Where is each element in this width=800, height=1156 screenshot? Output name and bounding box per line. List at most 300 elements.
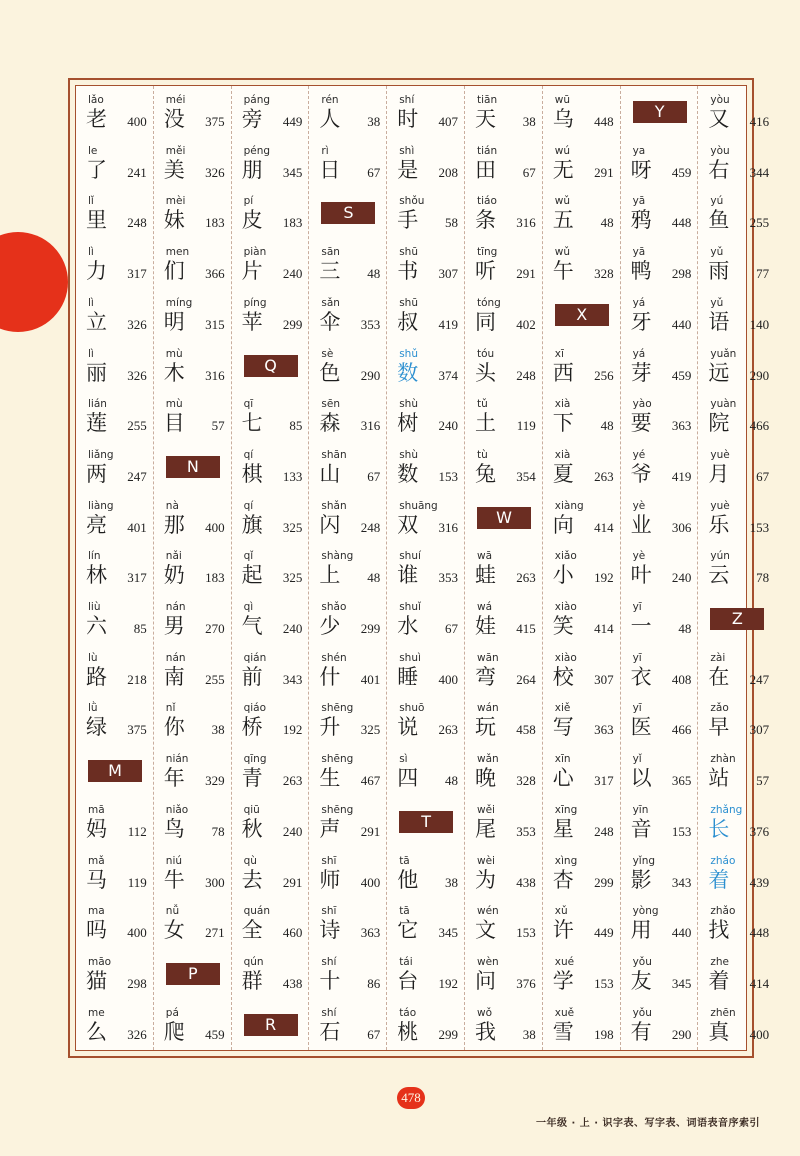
index-entry	[621, 390, 698, 441]
entry-pinyin: wú	[554, 144, 571, 157]
entry-hanzi: 又	[708, 107, 730, 131]
entry-pinyin: qiū	[243, 803, 260, 816]
entry-hanzi: 起	[241, 563, 263, 588]
entry-page-ref: 438	[282, 975, 303, 991]
entry-hanzi: 真	[708, 1019, 730, 1044]
entry-hanzi: 两	[86, 461, 107, 486]
entry-pinyin: wá	[476, 601, 493, 613]
entry-pinyin: lì	[88, 347, 94, 360]
index-entry	[154, 847, 231, 898]
index-entry	[154, 999, 231, 1050]
entry-pinyin: lǐ	[88, 195, 94, 208]
entry-pinyin: shū	[399, 246, 418, 259]
entry-pinyin: shù	[399, 448, 418, 461]
entry-hanzi: 衣	[630, 664, 652, 689]
index-entry	[543, 390, 620, 441]
entry-page-ref: 458	[516, 722, 536, 738]
entry-pinyin: zhàn	[710, 753, 736, 766]
index-entry	[154, 86, 231, 137]
entry-hanzi: 妹	[163, 208, 185, 233]
index-entry	[465, 340, 542, 391]
entry-page-ref: 449	[282, 114, 303, 129]
entry-pinyin: qián	[243, 651, 267, 664]
entry-hanzi: 双	[397, 512, 419, 537]
entry-page-ref: 466	[749, 418, 770, 434]
entry-pinyin: wā	[476, 550, 493, 563]
entry-page-ref: 255	[205, 671, 225, 687]
index-entry	[309, 745, 386, 796]
entry-pinyin: lì	[88, 296, 94, 309]
entry-pinyin: yòu	[710, 94, 730, 106]
index-entry	[698, 238, 775, 289]
index-entry	[621, 542, 698, 593]
entry-hanzi: 业	[630, 512, 652, 537]
index-entry	[465, 593, 542, 644]
entry-pinyin: měi	[165, 144, 186, 157]
entry-hanzi: 伞	[319, 309, 341, 334]
entry-hanzi: 爷	[630, 461, 652, 486]
index-entry	[232, 593, 309, 644]
index-entry	[698, 796, 775, 847]
entry-hanzi: 台	[397, 968, 419, 993]
entry-pinyin: sè	[321, 347, 334, 360]
entry-pinyin: yú	[710, 195, 724, 208]
index-entry	[698, 644, 775, 695]
entry-hanzi: 睡	[397, 664, 419, 689]
entry-pinyin: rì	[321, 144, 329, 157]
entry-hanzi: 诗	[319, 918, 341, 943]
index-column	[231, 86, 309, 1050]
index-entry	[76, 86, 153, 137]
index-entry	[76, 796, 153, 847]
entry-hanzi: 着	[708, 968, 730, 993]
entry-page-ref: 57	[211, 418, 225, 434]
entry-pinyin: zháo	[710, 854, 736, 867]
entry-page-ref: 414	[594, 621, 614, 636]
index-entry	[698, 492, 775, 543]
entry-page-ref: 77	[756, 266, 770, 282]
entry-pinyin: yī	[632, 601, 642, 613]
entry-page-ref: 402	[516, 316, 536, 332]
entry-hanzi: 上	[319, 563, 341, 588]
entry-page-ref: 67	[444, 621, 458, 636]
index-entry	[232, 137, 309, 188]
entry-page-ref: 290	[671, 1026, 692, 1042]
index-entry	[232, 492, 309, 543]
index-column	[153, 86, 231, 1050]
entry-hanzi: 闪	[319, 512, 341, 537]
entry-pinyin: wǔ	[554, 246, 571, 259]
index-entry	[76, 441, 153, 492]
entry-hanzi: 玩	[474, 715, 496, 740]
entry-hanzi: 四	[397, 766, 419, 791]
index-entry	[543, 137, 620, 188]
entry-hanzi: 秋	[241, 816, 263, 841]
entry-page-ref: 153	[516, 925, 536, 941]
index-entry	[465, 644, 542, 695]
entry-page-ref: 326	[127, 367, 147, 383]
entry-page-ref: 307	[438, 266, 458, 282]
entry-page-ref: 48	[600, 418, 614, 434]
entry-pinyin: zhǎng	[710, 803, 743, 816]
index-entry	[621, 897, 698, 948]
entry-pinyin: sǎn	[321, 296, 340, 309]
entry-page-ref: 376	[516, 975, 536, 991]
index-entry	[232, 187, 309, 238]
entry-pinyin: nǎi	[165, 550, 182, 563]
index-entry	[76, 340, 153, 391]
entry-page-ref: 240	[671, 570, 692, 586]
entry-pinyin: xiào	[554, 601, 577, 613]
entry-hanzi: 什	[319, 664, 341, 689]
entry-hanzi: 心	[552, 766, 574, 791]
entry-hanzi: 吗	[86, 918, 107, 943]
index-entry	[309, 137, 386, 188]
entry-page-ref: 133	[282, 468, 303, 484]
entry-hanzi: 西	[552, 360, 574, 385]
index-entry	[465, 542, 542, 593]
index-entry	[154, 289, 231, 340]
entry-page-ref: 67	[367, 1026, 381, 1042]
entry-hanzi: 少	[319, 614, 341, 638]
entry-hanzi: 里	[86, 208, 107, 233]
entry-page-ref: 353	[360, 316, 381, 332]
index-entry	[232, 796, 309, 847]
entry-hanzi: 写	[552, 715, 574, 740]
entry-page-ref: 416	[749, 114, 770, 129]
entry-page-ref: 48	[367, 266, 381, 282]
entry-page-ref: 343	[282, 671, 303, 687]
entry-hanzi: 蛙	[474, 563, 496, 588]
entry-page-ref: 325	[282, 570, 303, 586]
index-entry	[465, 796, 542, 847]
entry-page-ref: 353	[438, 570, 458, 586]
index-column	[542, 86, 620, 1050]
entry-hanzi: 在	[708, 664, 730, 689]
entry-hanzi: 木	[163, 360, 185, 385]
entry-pinyin: páng	[243, 94, 271, 106]
entry-page-ref: 112	[127, 823, 147, 839]
entry-hanzi: 鸭	[630, 259, 652, 284]
entry-page-ref: 192	[594, 570, 614, 586]
entry-pinyin: lù	[88, 651, 98, 664]
entry-page-ref: 263	[438, 722, 458, 738]
entry-pinyin: xiǎo	[554, 550, 577, 563]
entry-pinyin: shuō	[399, 702, 425, 715]
entry-hanzi: 书	[397, 259, 419, 284]
entry-page-ref: 299	[438, 1026, 458, 1042]
entry-page-ref: 291	[360, 823, 381, 839]
index-column	[697, 86, 775, 1050]
entry-page-ref: 241	[127, 164, 147, 180]
index-entry	[154, 542, 231, 593]
entry-hanzi: 为	[474, 867, 496, 892]
index-entry	[76, 289, 153, 340]
index-entry	[232, 745, 309, 796]
entry-pinyin: shǔ	[399, 347, 418, 360]
entry-pinyin: yuè	[710, 499, 730, 512]
index-entry	[698, 187, 775, 238]
entry-page-ref: 400	[205, 519, 225, 535]
entry-pinyin: yā	[632, 195, 646, 208]
index-entry	[621, 694, 698, 745]
entry-hanzi: 找	[708, 918, 730, 943]
index-entry	[76, 593, 153, 644]
index-entry	[621, 847, 698, 898]
entry-page-ref: 363	[360, 925, 381, 941]
entry-pinyin: yǒu	[632, 1006, 652, 1019]
index-entry	[387, 694, 464, 745]
entry-page-ref: 325	[282, 519, 303, 535]
entry-page-ref: 153	[671, 823, 692, 839]
index-entry	[76, 492, 153, 543]
entry-pinyin: tīng	[476, 246, 498, 259]
entry-hanzi: 小	[552, 563, 574, 588]
index-entry	[698, 340, 775, 391]
entry-hanzi: 升	[319, 715, 341, 740]
index-entry	[387, 390, 464, 441]
entry-page-ref: 58	[444, 215, 458, 231]
entry-pinyin: wán	[476, 702, 499, 715]
index-entry	[232, 948, 309, 999]
entry-page-ref: 419	[438, 316, 458, 332]
entry-hanzi: 数	[397, 461, 419, 486]
entry-pinyin: mā	[88, 803, 105, 816]
entry-pinyin: qì	[243, 601, 254, 613]
entry-pinyin: yǔ	[710, 296, 724, 309]
entry-hanzi: 亮	[86, 512, 107, 537]
letter-section-header	[309, 187, 386, 238]
entry-hanzi: 兔	[474, 461, 496, 486]
entry-hanzi: 它	[397, 918, 419, 943]
entry-page-ref: 48	[367, 570, 381, 586]
entry-page-ref: 86	[367, 975, 381, 991]
entry-page-ref: 328	[516, 773, 536, 789]
entry-hanzi: 说	[397, 715, 419, 740]
entry-pinyin: nán	[165, 601, 186, 613]
entry-pinyin: yǔ	[710, 246, 724, 259]
entry-hanzi: 田	[474, 157, 496, 182]
entry-page-ref: 192	[282, 722, 303, 738]
index-entry	[543, 441, 620, 492]
entry-pinyin: le	[88, 144, 98, 157]
entry-pinyin: piàn	[243, 246, 267, 259]
entry-pinyin: lǎo	[88, 94, 104, 106]
entry-pinyin: tóu	[476, 347, 495, 360]
entry-pinyin: wěi	[476, 803, 495, 816]
letter-section-header	[465, 492, 542, 543]
entry-page-ref: 271	[205, 925, 225, 941]
entry-pinyin: shì	[399, 144, 415, 157]
entry-page-ref: 414	[594, 519, 614, 535]
entry-page-ref: 183	[205, 215, 225, 231]
entry-hanzi: 他	[397, 867, 419, 892]
index-entry	[621, 187, 698, 238]
entry-pinyin: qiáo	[243, 702, 267, 715]
entry-hanzi: 娃	[474, 614, 496, 638]
entry-pinyin: shī	[321, 854, 337, 867]
entry-page-ref: 240	[282, 621, 303, 636]
entry-pinyin: xuě	[554, 1006, 575, 1019]
entry-page-ref: 48	[444, 773, 458, 789]
index-entry	[154, 796, 231, 847]
index-entry	[698, 847, 775, 898]
entry-hanzi: 色	[319, 360, 341, 385]
entry-hanzi: 语	[708, 309, 730, 334]
entry-pinyin: shǒu	[399, 195, 425, 208]
entry-page-ref: 317	[127, 570, 147, 586]
entry-hanzi: 目	[163, 411, 185, 436]
index-entry	[543, 492, 620, 543]
entry-page-ref: 345	[282, 164, 303, 180]
entry-page-ref: 400	[438, 671, 458, 687]
entry-pinyin: yè	[632, 550, 646, 563]
entry-hanzi: 莲	[86, 411, 107, 436]
entry-hanzi: 五	[552, 208, 574, 233]
entry-pinyin: ya	[632, 144, 646, 157]
entry-page-ref: 343	[671, 874, 692, 890]
index-entry	[543, 340, 620, 391]
index-entry	[232, 542, 309, 593]
index-entry	[232, 289, 309, 340]
entry-pinyin: shí	[399, 94, 415, 106]
index-column	[620, 86, 698, 1050]
entry-hanzi: 石	[319, 1019, 341, 1044]
entry-pinyin: shàng	[321, 550, 354, 563]
entry-page-ref: 307	[594, 671, 614, 687]
index-entry	[621, 340, 698, 391]
entry-page-ref: 67	[367, 164, 381, 180]
index-entry	[543, 847, 620, 898]
entry-hanzi: 早	[708, 715, 730, 740]
entry-page-ref: 400	[127, 114, 147, 129]
entry-hanzi: 气	[241, 614, 263, 638]
entry-page-ref: 345	[438, 925, 458, 941]
entry-hanzi: 男	[163, 614, 185, 638]
entry-page-ref: 315	[205, 316, 225, 332]
entry-page-ref: 344	[749, 164, 770, 180]
entry-page-ref: 85	[133, 621, 147, 636]
entry-pinyin: nà	[165, 499, 179, 512]
entry-hanzi: 许	[552, 918, 574, 943]
index-entry	[543, 542, 620, 593]
entry-hanzi: 山	[319, 461, 341, 486]
entry-hanzi: 我	[474, 1019, 496, 1044]
entry-page-ref: 328	[594, 266, 614, 282]
entry-hanzi: 笑	[552, 614, 574, 638]
entry-page-ref: 419	[671, 468, 692, 484]
entry-pinyin: méi	[165, 94, 186, 106]
index-entry	[387, 289, 464, 340]
entry-page-ref: 448	[594, 114, 614, 129]
entry-hanzi: 午	[552, 259, 574, 284]
entry-pinyin: xìng	[554, 854, 578, 867]
entry-page-ref: 375	[205, 114, 225, 129]
index-entry	[154, 593, 231, 644]
entry-page-ref: 459	[671, 367, 692, 383]
entry-pinyin: yīn	[632, 803, 649, 816]
entry-page-ref: 466	[671, 722, 692, 738]
index-entry	[154, 745, 231, 796]
letter-section-header	[154, 948, 231, 999]
entry-pinyin: nǚ	[165, 905, 180, 918]
page-number-badge: 478	[397, 1087, 425, 1109]
index-entry	[387, 999, 464, 1050]
entry-pinyin: yuè	[710, 448, 730, 461]
entry-hanzi: 谁	[397, 563, 419, 588]
section-letter: T	[399, 811, 453, 833]
entry-pinyin: xiào	[554, 651, 577, 664]
index-entry	[309, 86, 386, 137]
entry-page-ref: 407	[438, 114, 458, 129]
entry-pinyin: zǎo	[710, 702, 729, 715]
entry-hanzi: 女	[163, 918, 185, 943]
entry-hanzi: 以	[630, 766, 652, 791]
entry-hanzi: 一	[630, 614, 652, 638]
index-entry	[387, 441, 464, 492]
entry-pinyin: yuǎn	[710, 347, 737, 360]
entry-page-ref: 414	[749, 975, 770, 991]
entry-page-ref: 345	[671, 975, 692, 991]
index-entry	[154, 187, 231, 238]
index-entry	[465, 187, 542, 238]
index-entry	[76, 847, 153, 898]
entry-page-ref: 291	[282, 874, 303, 890]
entry-page-ref: 67	[367, 468, 381, 484]
entry-page-ref: 329	[205, 773, 225, 789]
entry-page-ref: 248	[594, 823, 614, 839]
index-entry	[698, 441, 775, 492]
entry-pinyin: shén	[321, 651, 347, 664]
entry-hanzi: 朋	[241, 157, 263, 182]
entry-page-ref: 316	[205, 367, 225, 383]
entry-hanzi: 水	[397, 614, 419, 638]
entry-pinyin: mù	[165, 347, 183, 360]
entry-pinyin: xī	[554, 347, 564, 360]
entry-hanzi: 七	[241, 411, 263, 436]
entry-page-ref: 374	[438, 367, 458, 383]
entry-page-ref: 247	[749, 671, 770, 687]
entry-pinyin: niǎo	[165, 803, 189, 816]
entry-pinyin: lián	[88, 398, 107, 411]
entry-pinyin: yī	[632, 702, 642, 715]
entry-hanzi: 时	[397, 107, 419, 131]
entry-hanzi: 旗	[241, 512, 263, 537]
entry-pinyin: lín	[88, 550, 101, 563]
entry-hanzi: 三	[319, 259, 341, 284]
entry-page-ref: 255	[127, 418, 147, 434]
index-entry	[621, 999, 698, 1050]
entry-page-ref: 153	[438, 468, 458, 484]
entry-hanzi: 片	[241, 259, 263, 284]
page-footer: 一年级 · 上 · 识字表、写字表、词语表音序索引	[535, 1118, 760, 1129]
index-entry	[154, 492, 231, 543]
entry-hanzi: 美	[163, 157, 185, 182]
index-entry	[621, 948, 698, 999]
index-entry	[543, 238, 620, 289]
entry-page-ref: 198	[594, 1026, 614, 1042]
index-entry	[309, 390, 386, 441]
entry-pinyin: nǐ	[165, 702, 176, 715]
section-letter: S	[321, 202, 375, 224]
entry-hanzi: 医	[630, 715, 652, 740]
entry-pinyin: tiáo	[476, 195, 497, 208]
entry-pinyin: xǔ	[554, 905, 568, 918]
entry-hanzi: 苹	[241, 309, 263, 334]
entry-pinyin: xīng	[554, 803, 578, 816]
entry-pinyin: yǒu	[632, 955, 652, 968]
entry-page-ref: 270	[205, 621, 225, 636]
